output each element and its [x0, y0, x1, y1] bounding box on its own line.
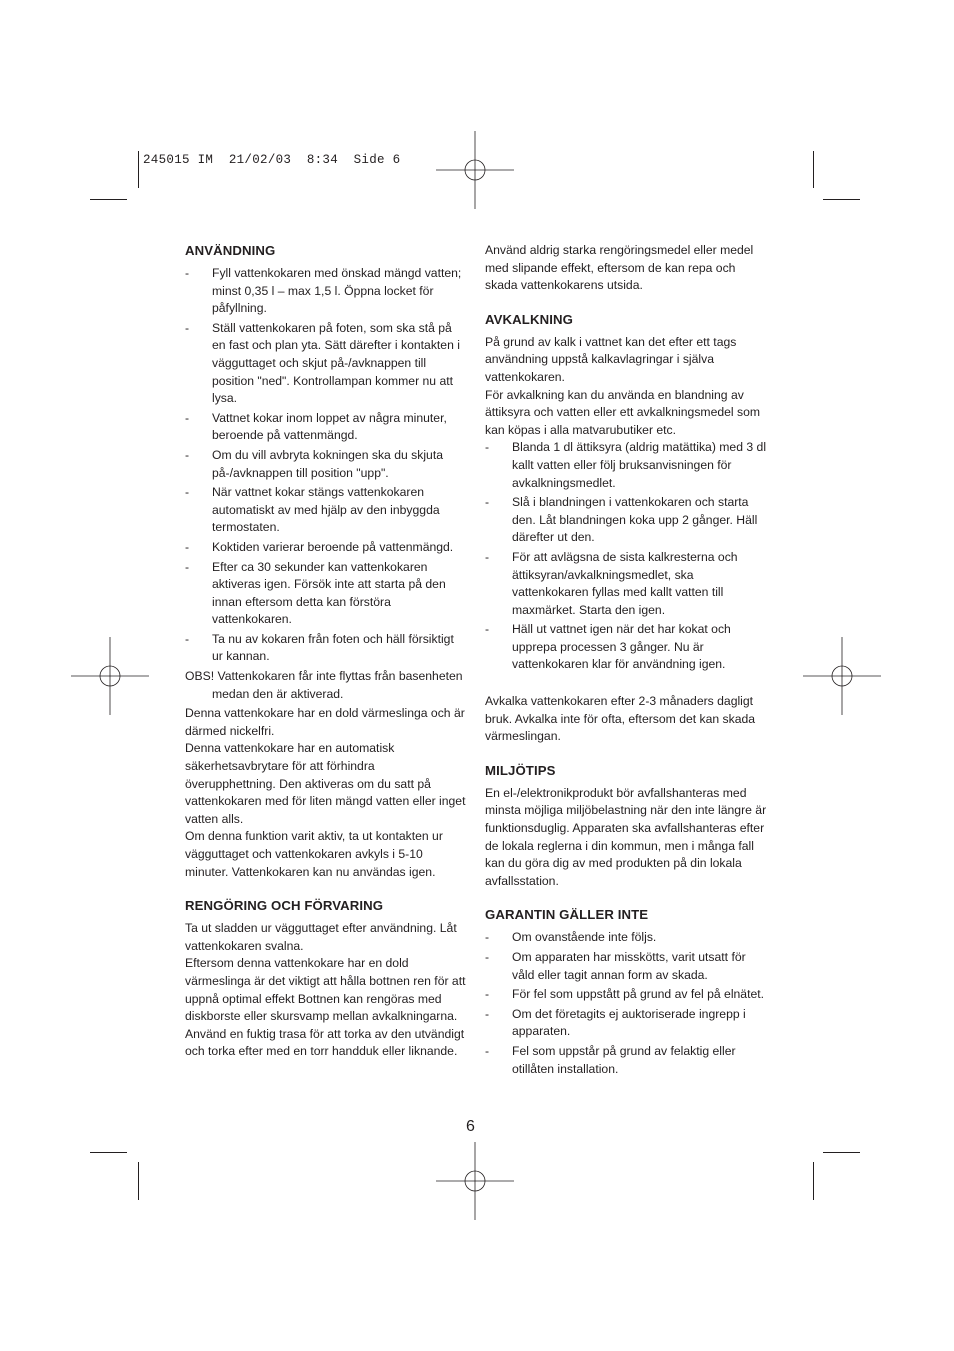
right-column: [485, 242, 767, 1080]
list-item: - Om du vill avbryta kokningen ska du skjuta på-/avknappen till position "upp".: [185, 447, 443, 480]
section-heading-anvandning: ANVÄNDNING: [185, 243, 276, 258]
crop-mark-top-left-horizontal: [90, 199, 127, 200]
crop-mark-top-right-vertical: [813, 151, 814, 188]
obs-note: OBS! Vattenkokaren får inte flyttas från basenheten medan den är aktiverad.: [185, 669, 463, 701]
registration-mark-right-icon: [803, 637, 881, 715]
list-item: - Vattnet kokar inom loppet av några minuter, beroende på vattenmängd.: [185, 410, 447, 443]
paragraph-wipe-outside: Använd en fuktig trasa för att torka av den utvändigt och torka efter med en torr handduk eller liknande.: [185, 1026, 465, 1059]
list-item: - Fel som uppstår på grund av felaktig eller otillåten installation.: [485, 1043, 736, 1076]
list-item: - Slå i blandningen i vattenkokaren och starta den. Låt blandningen koka upp 2 gånger. Häll därefter ut den.: [485, 495, 758, 545]
crop-mark-top-left-vertical: [138, 151, 139, 188]
list-item: - Om det företagits ej auktoriserade ingrepp i apparaten.: [485, 1006, 746, 1039]
paragraph-safety-cutout: Denna vattenkokare har en automatisk säkerhetsavbrytare för att förhindra överupphettning. Den aktiveras om du satt på vattenkokaren med för liten mängd vatten eller inget vatten alls.: [185, 741, 466, 826]
section-heading-rengoring: RENGÖRING OCH FÖRVARING: [185, 898, 384, 914]
section-heading-garanti: GARANTIN GÄLLER INTE: [485, 907, 649, 923]
paragraph-unplug: Ta ut sladden ur vägguttaget efter användning. Låt vattenkokaren svalna.: [185, 921, 457, 953]
paragraph-descaling-mix: För avkalkning kan du använda en blandning av ättiksyra och vatten eller ett avkalkningsmedel som kan köpas i alla matvarubutiker etc.: [485, 387, 761, 437]
list-item: - Efter ca 30 sekunder kan vattenkokaren aktiveras igen. Försök inte att starta på den innan eftersom detta kan förstöra vattenkokaren.: [185, 559, 446, 627]
list-item: - När vattnet kokar stängs vattenkokaren automatiskt av med hjälp av den inbyggda termostaten.: [185, 485, 440, 535]
list-item: - Blanda 1 dl ättiksyra (aldrig matättika) med 3 dl kallt vatten eller följ bruksanvisningen för avkalkningsmedlet.: [485, 440, 767, 490]
warranty-exclusions-list: [485, 929, 767, 1078]
paragraph-clean-bottom: Eftersom denna vattenkokare har en dold värmeslinga är det viktigt att hålla bottnen ren för att uppnå optimal effekt Bottnen kan rengöras med diskborste eller skursvamp mellan avkalkningarna.: [185, 956, 466, 1024]
section-heading-avkalkning: AVKALKNING: [485, 311, 573, 327]
page-number: 6: [466, 1118, 475, 1135]
paragraph-no-abrasives: Använd aldrig starka rengöringsmedel eller medel med slipande effekt, eftersom de kan repa och skada vattenkokarens utsida.: [485, 243, 754, 293]
print-slug: 245015 IM 21/02/03 8:34 Side 6: [143, 153, 401, 167]
list-item: - För fel som uppstått på grund av fel på elnätet.: [485, 987, 765, 1002]
list-item: - För att avlägsna de sista kalkresterna och ättiksyran/avkalkningsmedlet, ska vattenkokaren fyllas med kallt vatten till maxmärket. Starta den igen.: [485, 549, 738, 617]
list-item: - Fyll vattenkokaren med önskad mängd vatten; minst 0,35 l – max 1,5 l. Öppna locket för påfyllning.: [185, 266, 462, 316]
registration-mark-left-icon: [71, 637, 149, 715]
crop-mark-bottom-right-horizontal: [823, 1152, 860, 1153]
crop-mark-bottom-left-horizontal: [90, 1152, 127, 1153]
usage-steps-list: [185, 265, 467, 666]
registration-mark-top-icon: [436, 131, 514, 209]
paragraph-nickel-free: Denna vattenkokare har en dold värmeslinga och är därmed nickelfri.: [185, 706, 465, 738]
left-column: [185, 242, 467, 1061]
paragraph-limescale: På grund av kalk i vattnet kan det efter ett tags användning uppstå kalkavlagringar i själva vattenkokaren.: [485, 334, 737, 384]
list-item: - Häll ut vattnet igen när det har kokat och upprepa processen 3 gånger. Nu är vattenkokaren klar för användning igen.: [485, 622, 731, 672]
descaling-steps-list: [485, 439, 767, 674]
crop-mark-bottom-right-vertical: [813, 1162, 814, 1200]
registration-mark-bottom-icon: [436, 1142, 514, 1220]
paragraph-disposal: En el-/elektronikprodukt bör avfallshanteras med minsta möjliga miljöbelastning när den inte längre är funktionsduglig. Apparaten ska avfallshanteras efter de lokala reglerna i din kommun, men i många fall kan du göra dig av med produkten på din lokala avfallsstation.: [485, 785, 767, 888]
list-item: - Om ovanstående inte följs.: [485, 930, 657, 945]
list-item: - Ta nu av kokaren från foten och häll försiktigt ur kannan.: [185, 631, 454, 664]
list-item: - Ställ vattenkokaren på foten, som ska stå på en fast och plan yta. Sätt därefter i kontakten i vägguttaget och skjut på-/avknappen till position "ned". Kontrollampan kommer nu att lysa.: [185, 320, 460, 406]
paragraph-cooldown: Om denna funktion varit aktiv, ta ut kontakten ur vägguttaget och vattenkokaren avkyls i 5-10 minuter. Vattenkokaren kan nu användas igen.: [185, 829, 443, 879]
crop-mark-top-right-horizontal: [823, 199, 860, 200]
list-item: - Om apparaten har misskötts, varit utsatt för våld eller tagit annan form av skada.: [485, 950, 746, 982]
list-item: - Koktiden varierar beroende på vattenmängd.: [185, 539, 454, 554]
crop-mark-bottom-left-vertical: [138, 1162, 139, 1200]
section-heading-miljotips: MILJÖTIPS: [485, 762, 556, 778]
paragraph-descale-frequency: Avkalka vattenkokaren efter 2-3 månaders dagligt bruk. Avkalka inte för ofta, eftersom det kan skada värmeslingan.: [485, 694, 756, 744]
